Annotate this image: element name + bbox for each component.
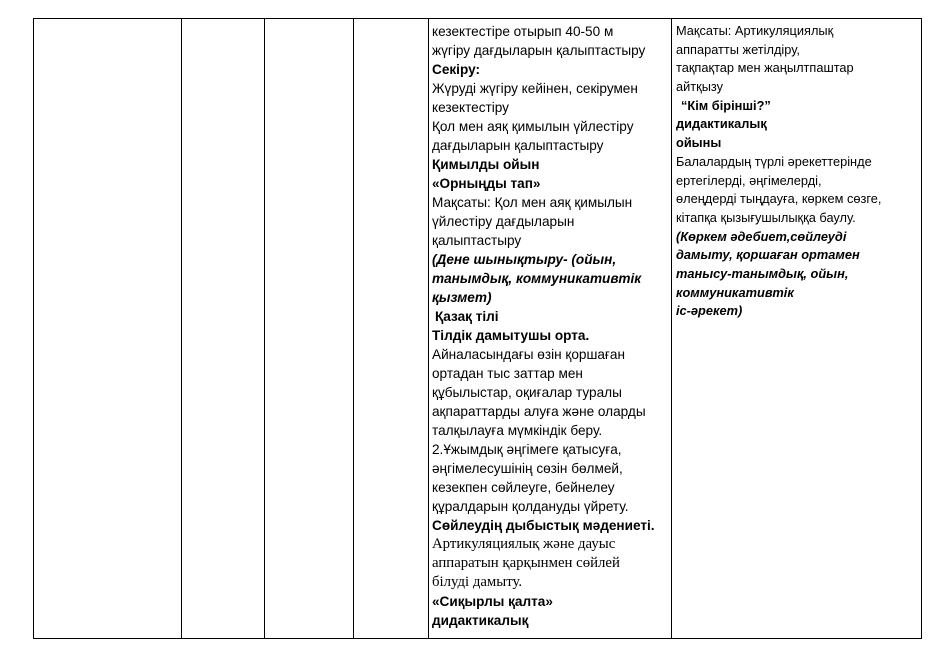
text-line: Қол мен аяқ қимылын үйлестіру [432,119,634,134]
text-line: Мақсаты: Қол мен аяқ қимылын [432,195,633,210]
section-heading: дидактикалық [432,613,529,628]
game-title: «Орныңды тап» [432,176,541,191]
section-heading: ойыны [676,135,722,151]
text-line: аппаратты жетілдіру, [676,41,800,57]
activity-note: танысу-танымдық, ойын, [676,265,849,281]
activity-note: (Көркем әдебиет,сөйлеуді [676,228,847,244]
text-line: Жүруді жүгіру кейінен, секірумен [432,81,638,96]
section-heading: Секіру: [432,62,480,77]
text-line: 2.Ұжымдық әңгімеге қатысуға, [432,442,622,457]
activity-note: танымдық, коммуникативтік [432,271,642,286]
text-line: талқылауға мүмкіндік беру. [432,423,603,438]
section-heading: дидактикалық [676,116,767,132]
text-line: тақпақтар мен жаңылтпаштар [676,60,854,76]
game-title: “Кім бірінші?” [681,97,771,113]
text-line: дағдыларын қалыптастыру [432,138,604,153]
activity-note: қызмет) [432,290,492,305]
activity-note: іс-әрекет) [676,303,743,319]
text-line: құралдарын қолдануды үйрету. [432,499,629,514]
section-heading: Қазақ тілі [435,309,499,324]
text-line: кезектестіре отырып 40-50 м [432,24,614,39]
section-heading: Тілдік дамытушы орта. [432,328,590,343]
column-divider [921,18,922,639]
section-heading: Қимылды ойын [432,157,540,172]
activities-cell [432,22,670,630]
text-line: айтқызу [676,79,724,95]
column-divider [428,18,429,639]
section-heading: Сөйлеудің дыбыстық мәдениеті. [432,518,655,533]
column-divider [671,18,672,639]
text-line: ортадан тыс заттар мен [432,366,583,381]
table-top-border [33,18,922,19]
activity-note: (Дене шынықтыру- (ойын, [432,252,617,267]
text-line: білуді дамыту. [432,574,523,590]
table-bottom-border [33,638,922,639]
text-line: ақпараттарды алуға және оларды [432,404,646,419]
text-line: ертегілерді, әңгімелерді, [676,172,822,188]
text-line: жүгіру дағдыларын қалыптастыру [432,43,646,58]
text-line: кезектестіру [432,100,509,115]
text-line: әңгімелесушінің сөзін бөлмей, [432,461,623,476]
column-divider [181,18,182,639]
column-divider [33,18,34,639]
activity-note: дамыту, қоршаған ортамен [676,247,860,263]
text-line: Артикуляциялық және дауыс [432,536,616,552]
text-line: үйлестіру дағдыларын [432,214,575,229]
column-divider [264,18,265,639]
text-line: аппаратын қарқынмен сөйлей [432,555,620,571]
text-line: қалыптастыру [432,233,522,248]
text-line: өлеңдерді тыңдауға, көркем сөзге, [676,191,882,207]
text-line: кітапқа қызығушылыққа баулу. [676,209,856,225]
text-line: Айналасындағы өзін қоршаған [432,347,625,362]
text-line: кезекпен сөйлеуге, бейнелеу [432,480,615,495]
activity-note: коммуникативтік [676,284,794,300]
text-line: Мақсаты: Артикуляциялық [676,23,834,38]
goals-cell [676,22,920,321]
text-line: құбылыстар, оқиғалар туралы [432,385,622,400]
game-title: «Сиқырлы қалта» [432,594,553,609]
column-divider [353,18,354,639]
text-line: Балалардың түрлі әрекеттерінде [676,153,872,169]
